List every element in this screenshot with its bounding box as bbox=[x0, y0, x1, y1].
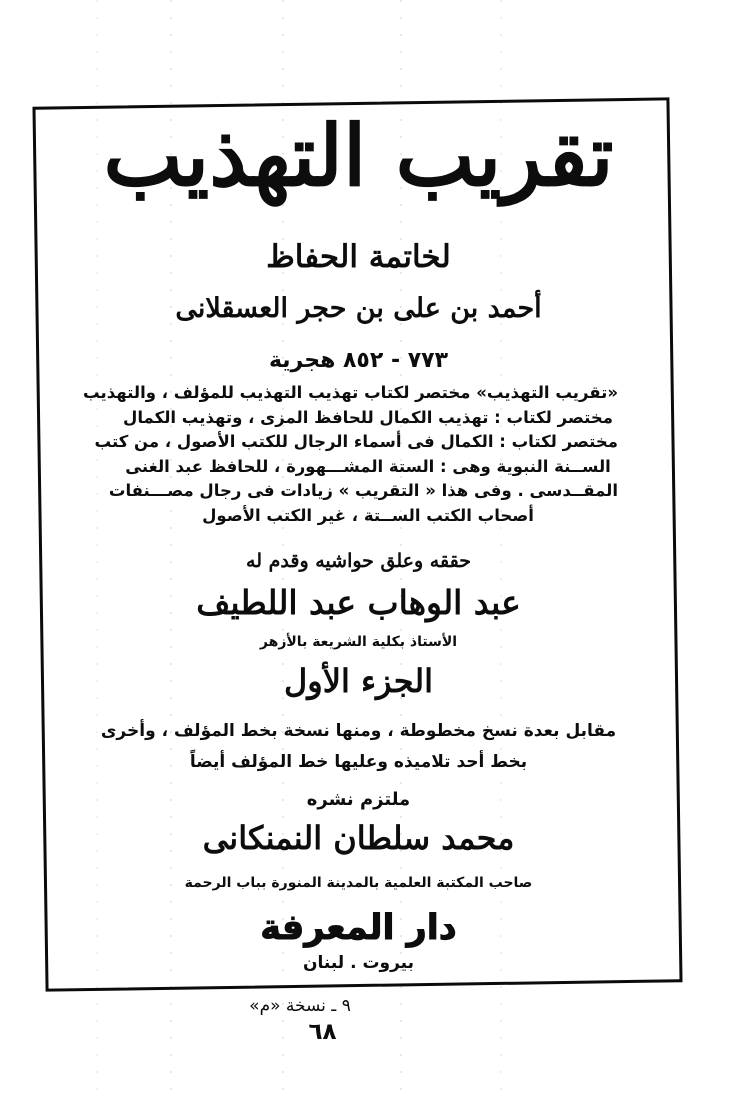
description-line: مختصر لكتاب : تهذيب الكمال للحافظ المزى ، وتهذيب الكمال bbox=[123, 407, 613, 427]
collation-note-line2: بخط أحد تلاميذه وعليها خط المؤلف أيضاً bbox=[189, 752, 528, 772]
press-location: بيروت . لبنان bbox=[303, 953, 414, 973]
author-honorific: لخاتمة الحفاظ bbox=[266, 239, 451, 275]
book-title: تقريب التهذيب bbox=[103, 106, 614, 205]
description-line: «تقريب التهذيب» مختصر لكتاب تهذيب التهذيب للمؤلف ، والتهذيب bbox=[83, 383, 618, 402]
volume-number: الجزء الأول bbox=[284, 662, 433, 700]
book-description-paragraph bbox=[83, 381, 618, 528]
page-border-frame bbox=[32, 97, 682, 991]
footer-manuscript-note: ٩ ـ نسخة «م» bbox=[249, 996, 351, 1016]
page-number: ٦٨ bbox=[308, 1019, 337, 1045]
publisher-title: صاحب المكتبة العلمية بالمدينة المنورة بباب الرحمة bbox=[184, 875, 533, 891]
collation-note-line1: مقابل بعدة نسخ مخطوطة ، ومنها نسخة بخط المؤلف ، وأخرى bbox=[100, 721, 617, 741]
editor-title: الأستاذ بكلية الشريعة بالأزهر bbox=[259, 634, 458, 650]
publication-commitment-line: ملتزم نشره bbox=[306, 789, 411, 810]
press-name-logo: دار المعرفة bbox=[260, 908, 457, 948]
description-line: أصحاب الكتب الســتة ، غير الكتب الأصول bbox=[202, 505, 534, 525]
edited-by-line: حققه وعلق حواشيه وقدم له bbox=[246, 550, 471, 572]
description-line: المقــدسى . وفى هذا « التقريب » زيادات فى رجال مصـــنفات bbox=[108, 481, 618, 500]
description-line: الســنة النبوية وهى : الستة المشـــهورة ، للحافظ عبد الغنى bbox=[125, 456, 611, 476]
description-line: مختصر لكتاب : الكمال فى أسماء الرجال للكتب الأصول ، من كتب bbox=[94, 432, 618, 451]
author-hijri-dates: ٧٧٣ - ٨٥٢ هجرية bbox=[268, 348, 449, 373]
publisher-name: محمد سلطان النمنكانى bbox=[202, 819, 515, 857]
author-name: أحمد بن على بن حجر العسقلانى bbox=[175, 293, 542, 324]
editor-name: عبد الوهاب عبد اللطيف bbox=[196, 583, 521, 622]
